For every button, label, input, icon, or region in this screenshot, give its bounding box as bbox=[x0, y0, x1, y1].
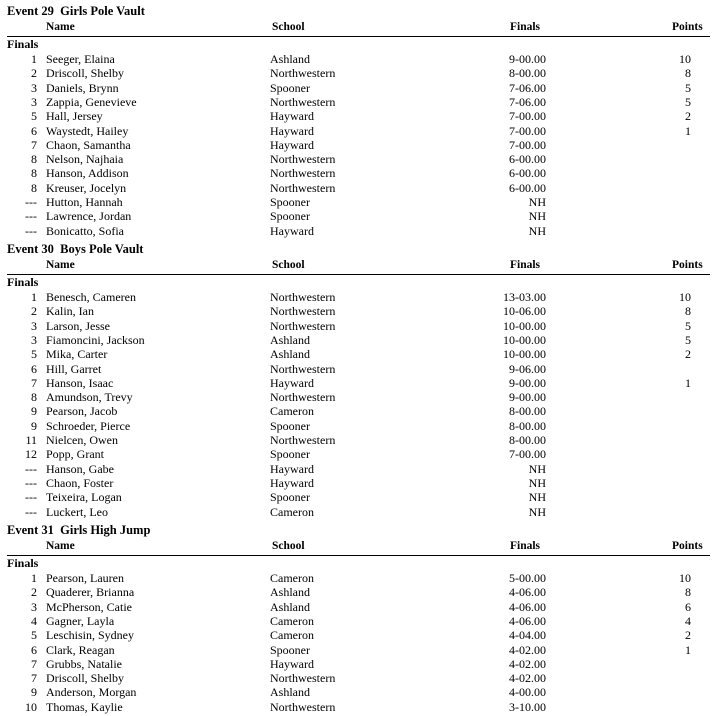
place-cell: 3 bbox=[31, 318, 37, 333]
athlete-name-cell: Teixeira, Logan bbox=[46, 490, 122, 505]
result-row bbox=[0, 124, 715, 138]
event-title: Event 30 Boys Pole Vault bbox=[7, 242, 144, 256]
place-cell: 2 bbox=[31, 304, 37, 319]
athlete-name-cell: Chaon, Foster bbox=[46, 475, 114, 490]
athlete-name-cell: Hanson, Isaac bbox=[46, 375, 114, 390]
mark-cell: 10-00.00 bbox=[503, 347, 546, 362]
mark-cell: 8-00.00 bbox=[509, 433, 546, 447]
points-cell: 1 bbox=[685, 375, 691, 390]
athlete-name-cell: Kalin, Ian bbox=[46, 304, 94, 319]
athlete-name-cell: Pearson, Jacob bbox=[46, 404, 118, 419]
mark-cell: 5-00.00 bbox=[509, 571, 546, 585]
mark-cell: 4-02.00 bbox=[509, 656, 546, 671]
athlete-name-cell: Schroeder, Pierce bbox=[46, 418, 131, 433]
result-row bbox=[0, 643, 715, 657]
mark-cell: NH bbox=[528, 223, 546, 238]
place-cell: 9 bbox=[31, 404, 37, 419]
event-title: Event 29 Girls Pole Vault bbox=[7, 4, 145, 18]
column-header-finals: Finals bbox=[510, 540, 541, 552]
place-cell: --- bbox=[25, 195, 37, 209]
school-cell: Hayward bbox=[270, 656, 314, 671]
school-cell: Northwestern bbox=[270, 152, 336, 167]
school-cell: Spooner bbox=[270, 490, 310, 505]
athlete-name-cell: McPherson, Catie bbox=[46, 599, 132, 614]
athlete-name-cell: Amundson, Trevy bbox=[46, 390, 133, 405]
result-row bbox=[0, 319, 715, 333]
result-row bbox=[0, 304, 715, 318]
place-cell: --- bbox=[25, 475, 37, 490]
athlete-name-cell: Gagner, Layla bbox=[46, 613, 115, 628]
school-cell: Northwestern bbox=[270, 433, 336, 447]
athlete-name-cell: Pearson, Lauren bbox=[46, 571, 124, 585]
mark-cell: 4-02.00 bbox=[509, 671, 546, 686]
result-row bbox=[0, 347, 715, 361]
place-cell: 8 bbox=[31, 152, 37, 167]
school-cell: Northwestern bbox=[270, 290, 336, 304]
points-cell: 5 bbox=[685, 80, 691, 95]
points-cell: 6 bbox=[685, 599, 691, 614]
result-row bbox=[0, 376, 715, 390]
mark-cell: 9-06.00 bbox=[509, 361, 546, 376]
school-cell: Spooner bbox=[270, 195, 310, 209]
school-cell: Hayward bbox=[270, 123, 314, 138]
mark-cell: 8-00.00 bbox=[509, 66, 546, 81]
result-row bbox=[0, 490, 715, 504]
mark-cell: 6-00.00 bbox=[509, 152, 546, 167]
place-cell: 2 bbox=[31, 585, 37, 600]
athlete-name-cell: Leschisin, Sydney bbox=[46, 628, 134, 643]
result-row bbox=[0, 700, 715, 714]
mark-cell: 3-10.00 bbox=[509, 699, 546, 714]
school-cell: Northwestern bbox=[270, 390, 336, 405]
mark-cell: 10-00.00 bbox=[503, 318, 546, 333]
mark-cell: 4-06.00 bbox=[509, 585, 546, 600]
school-cell: Hayward bbox=[270, 137, 314, 152]
athlete-name-cell: Hall, Jersey bbox=[46, 109, 103, 124]
result-row bbox=[0, 628, 715, 642]
place-cell: 7 bbox=[31, 137, 37, 152]
athlete-name-cell: Bonicatto, Sofia bbox=[46, 223, 124, 238]
school-cell: Ashland bbox=[270, 52, 310, 66]
result-row bbox=[0, 671, 715, 685]
points-cell: 8 bbox=[685, 585, 691, 600]
result-row bbox=[0, 224, 715, 238]
place-cell: --- bbox=[25, 223, 37, 238]
place-cell: 2 bbox=[31, 66, 37, 81]
school-cell: Ashland bbox=[270, 347, 310, 362]
result-row bbox=[0, 390, 715, 404]
result-row bbox=[0, 585, 715, 599]
result-row bbox=[0, 505, 715, 519]
place-cell: 5 bbox=[31, 347, 37, 362]
place-cell: 6 bbox=[31, 361, 37, 376]
result-row bbox=[0, 657, 715, 671]
athlete-name-cell: Zappia, Genevieve bbox=[46, 94, 137, 109]
points-cell: 4 bbox=[685, 613, 691, 628]
points-cell: 5 bbox=[685, 332, 691, 347]
points-cell: 5 bbox=[685, 94, 691, 109]
column-header-points: Points bbox=[672, 540, 703, 552]
mark-cell: 6-00.00 bbox=[509, 180, 546, 195]
place-cell: 3 bbox=[31, 94, 37, 109]
school-cell: Northwestern bbox=[270, 166, 336, 181]
result-row bbox=[0, 600, 715, 614]
place-cell: 11 bbox=[25, 433, 37, 447]
section-label: Finals bbox=[7, 37, 39, 51]
result-row bbox=[0, 476, 715, 490]
school-cell: Cameron bbox=[270, 571, 314, 585]
result-row bbox=[0, 181, 715, 195]
mark-cell: 4-06.00 bbox=[509, 599, 546, 614]
points-cell: 1 bbox=[685, 123, 691, 138]
athlete-name-cell: Lawrence, Jordan bbox=[46, 209, 132, 224]
athlete-name-cell: Thomas, Kaylie bbox=[46, 699, 123, 714]
mark-cell: 7-00.00 bbox=[509, 447, 546, 462]
place-cell: 12 bbox=[25, 447, 37, 462]
athlete-name-cell: Popp, Grant bbox=[46, 447, 104, 462]
place-cell: 8 bbox=[31, 390, 37, 405]
school-cell: Spooner bbox=[270, 447, 310, 462]
mark-cell: NH bbox=[528, 195, 546, 209]
school-cell: Hayward bbox=[270, 109, 314, 124]
school-cell: Ashland bbox=[270, 585, 310, 600]
header-divider bbox=[7, 274, 710, 275]
mark-cell: 4-00.00 bbox=[509, 685, 546, 700]
points-cell: 2 bbox=[685, 628, 691, 643]
mark-cell: 4-04.00 bbox=[509, 628, 546, 643]
place-cell: 8 bbox=[31, 180, 37, 195]
place-cell: 9 bbox=[31, 418, 37, 433]
school-cell: Spooner bbox=[270, 209, 310, 224]
mark-cell: 4-06.00 bbox=[509, 613, 546, 628]
school-cell: Hayward bbox=[270, 223, 314, 238]
school-cell: Northwestern bbox=[270, 66, 336, 81]
school-cell: Northwestern bbox=[270, 180, 336, 195]
column-header-school: School bbox=[272, 540, 305, 552]
points-cell: 2 bbox=[685, 109, 691, 124]
mark-cell: 7-00.00 bbox=[509, 137, 546, 152]
result-row bbox=[0, 95, 715, 109]
place-cell: 10 bbox=[25, 699, 37, 714]
mark-cell: 4-02.00 bbox=[509, 642, 546, 657]
result-row bbox=[0, 66, 715, 80]
mark-cell: 7-06.00 bbox=[509, 94, 546, 109]
school-cell: Cameron bbox=[270, 628, 314, 643]
athlete-name-cell: Benesch, Cameren bbox=[46, 290, 136, 304]
result-row bbox=[0, 52, 715, 66]
mark-cell: 7-00.00 bbox=[509, 109, 546, 124]
place-cell: 7 bbox=[31, 656, 37, 671]
mark-cell: 6-00.00 bbox=[509, 166, 546, 181]
section-label: Finals bbox=[7, 556, 39, 570]
place-cell: 6 bbox=[31, 123, 37, 138]
athlete-name-cell: Hill, Garret bbox=[46, 361, 102, 376]
result-row bbox=[0, 209, 715, 223]
mark-cell: 10-06.00 bbox=[503, 304, 546, 319]
mark-cell: 9-00.00 bbox=[509, 390, 546, 405]
school-cell: Northwestern bbox=[270, 304, 336, 319]
column-header-name: Name bbox=[46, 259, 75, 271]
points-cell: 10 bbox=[679, 290, 691, 304]
result-row bbox=[0, 166, 715, 180]
school-cell: Northwestern bbox=[270, 671, 336, 686]
points-cell: 10 bbox=[679, 52, 691, 66]
athlete-name-cell: Nelson, Najhaia bbox=[46, 152, 124, 167]
mark-cell: 8-00.00 bbox=[509, 404, 546, 419]
school-cell: Northwestern bbox=[270, 361, 336, 376]
mark-cell: NH bbox=[528, 461, 546, 476]
result-row bbox=[0, 333, 715, 347]
column-header-name: Name bbox=[46, 21, 75, 33]
result-row bbox=[0, 685, 715, 699]
mark-cell: NH bbox=[528, 475, 546, 490]
school-cell: Ashland bbox=[270, 332, 310, 347]
header-divider bbox=[7, 36, 710, 37]
points-cell: 8 bbox=[685, 304, 691, 319]
points-cell: 8 bbox=[685, 66, 691, 81]
school-cell: Hayward bbox=[270, 475, 314, 490]
athlete-name-cell: Fiamoncini, Jackson bbox=[46, 332, 145, 347]
place-cell: --- bbox=[25, 461, 37, 476]
place-cell: 1 bbox=[31, 571, 37, 585]
place-cell: --- bbox=[25, 209, 37, 224]
points-cell: 5 bbox=[685, 318, 691, 333]
athlete-name-cell: Daniels, Brynn bbox=[46, 80, 119, 95]
place-cell: 3 bbox=[31, 80, 37, 95]
column-header-school: School bbox=[272, 21, 305, 33]
school-cell: Cameron bbox=[270, 404, 314, 419]
place-cell: 3 bbox=[31, 332, 37, 347]
result-row bbox=[0, 614, 715, 628]
mark-cell: NH bbox=[528, 490, 546, 505]
school-cell: Northwestern bbox=[270, 94, 336, 109]
athlete-name-cell: Anderson, Morgan bbox=[46, 685, 137, 700]
athlete-name-cell: Mika, Carter bbox=[46, 347, 108, 362]
athlete-name-cell: Grubbs, Natalie bbox=[46, 656, 122, 671]
header-divider bbox=[7, 555, 710, 556]
school-cell: Spooner bbox=[270, 418, 310, 433]
athlete-name-cell: Hutton, Hannah bbox=[46, 195, 123, 209]
mark-cell: 7-00.00 bbox=[509, 123, 546, 138]
place-cell: 5 bbox=[31, 628, 37, 643]
mark-cell: 10-00.00 bbox=[503, 332, 546, 347]
athlete-name-cell: Chaon, Samantha bbox=[46, 137, 131, 152]
result-row bbox=[0, 404, 715, 418]
athlete-name-cell: Driscoll, Shelby bbox=[46, 66, 124, 81]
points-cell: 2 bbox=[685, 347, 691, 362]
result-row bbox=[0, 152, 715, 166]
points-cell: 1 bbox=[685, 642, 691, 657]
mark-cell: NH bbox=[528, 504, 546, 519]
points-cell: 10 bbox=[679, 571, 691, 585]
athlete-name-cell: Luckert, Leo bbox=[46, 504, 108, 519]
column-header-points: Points bbox=[672, 21, 703, 33]
section-label: Finals bbox=[7, 275, 39, 289]
athlete-name-cell: Waystedt, Hailey bbox=[46, 123, 129, 138]
athlete-name-cell: Nielcen, Owen bbox=[46, 433, 118, 447]
athlete-name-cell: Quaderer, Brianna bbox=[46, 585, 135, 600]
school-cell: Ashland bbox=[270, 685, 310, 700]
mark-cell: 13-03.00 bbox=[503, 290, 546, 304]
athlete-name-cell: Driscoll, Shelby bbox=[46, 671, 124, 686]
column-header-name: Name bbox=[46, 540, 75, 552]
athlete-name-cell: Larson, Jesse bbox=[46, 318, 110, 333]
column-header-finals: Finals bbox=[510, 259, 541, 271]
athlete-name-cell: Hanson, Addison bbox=[46, 166, 129, 181]
result-row bbox=[0, 81, 715, 95]
place-cell: 6 bbox=[31, 642, 37, 657]
athlete-name-cell: Hanson, Gabe bbox=[46, 461, 114, 476]
mark-cell: NH bbox=[528, 209, 546, 224]
result-row bbox=[0, 447, 715, 461]
school-cell: Ashland bbox=[270, 599, 310, 614]
mark-cell: 8-00.00 bbox=[509, 418, 546, 433]
place-cell: 7 bbox=[31, 671, 37, 686]
athlete-name-cell: Clark, Reagan bbox=[46, 642, 115, 657]
place-cell: 4 bbox=[31, 613, 37, 628]
place-cell: 1 bbox=[31, 52, 37, 66]
result-row bbox=[0, 109, 715, 123]
column-header-finals: Finals bbox=[510, 21, 541, 33]
mark-cell: 7-06.00 bbox=[509, 80, 546, 95]
mark-cell: 9-00.00 bbox=[509, 375, 546, 390]
school-cell: Northwestern bbox=[270, 318, 336, 333]
place-cell: 7 bbox=[31, 375, 37, 390]
place-cell: --- bbox=[25, 490, 37, 505]
event-title: Event 31 Girls High Jump bbox=[7, 523, 151, 537]
result-row bbox=[0, 433, 715, 447]
place-cell: 3 bbox=[31, 599, 37, 614]
school-cell: Cameron bbox=[270, 504, 314, 519]
column-header-school: School bbox=[272, 259, 305, 271]
athlete-name-cell: Kreuser, Jocelyn bbox=[46, 180, 127, 195]
place-cell: 8 bbox=[31, 166, 37, 181]
place-cell: 9 bbox=[31, 685, 37, 700]
result-row bbox=[0, 138, 715, 152]
place-cell: 5 bbox=[31, 109, 37, 124]
athlete-name-cell: Seeger, Elaina bbox=[46, 52, 115, 66]
school-cell: Hayward bbox=[270, 461, 314, 476]
result-row bbox=[0, 462, 715, 476]
school-cell: Hayward bbox=[270, 375, 314, 390]
place-cell: 1 bbox=[31, 290, 37, 304]
result-row bbox=[0, 571, 715, 585]
school-cell: Cameron bbox=[270, 613, 314, 628]
column-header-points: Points bbox=[672, 259, 703, 271]
mark-cell: 9-00.00 bbox=[509, 52, 546, 66]
school-cell: Northwestern bbox=[270, 699, 336, 714]
result-row bbox=[0, 290, 715, 304]
result-row bbox=[0, 419, 715, 433]
result-row bbox=[0, 362, 715, 376]
place-cell: --- bbox=[25, 504, 37, 519]
school-cell: Spooner bbox=[270, 80, 310, 95]
result-row bbox=[0, 195, 715, 209]
school-cell: Spooner bbox=[270, 642, 310, 657]
